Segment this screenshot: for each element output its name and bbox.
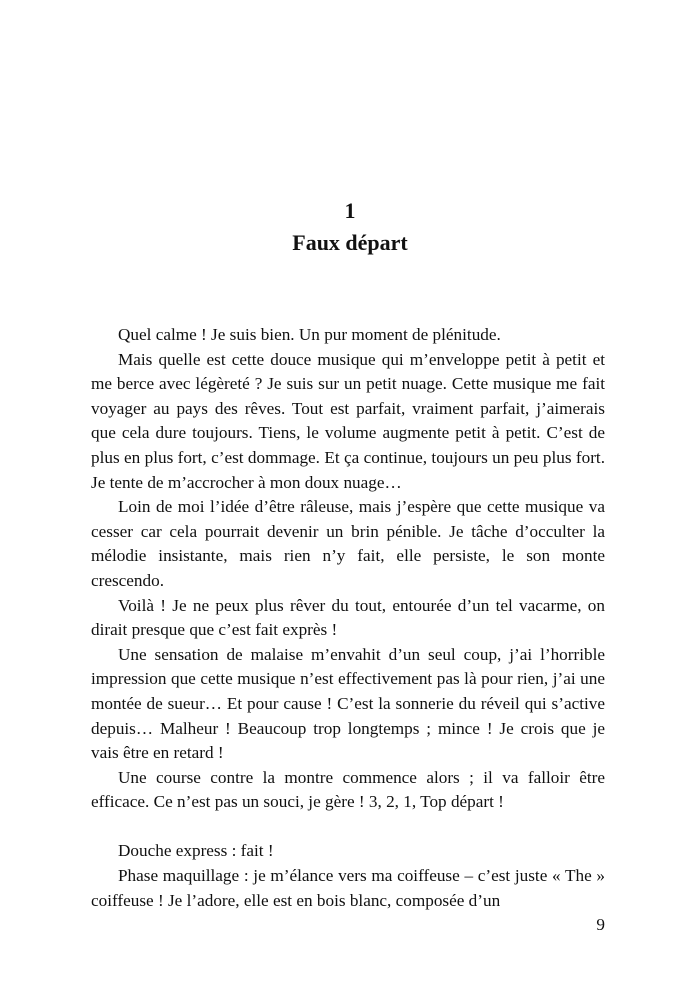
- paragraph: Une sensation de malaise m’envahit d’un seul coup, j’ai l’horrible impression que cette musique n’est effectivement pas là pour rien, j’ai une montée de sueur… Et pour cause ! C’est la sonnerie du réveil qui s’active depuis… Malheur ! Beaucoup trop longtemps ; mince ! Je crois que je vais être en retard !: [91, 644, 605, 763]
- paragraph: Une course contre la montre commence alors ; il va falloir être efficace. Ce n’est pas un souci, je gère ! 3, 2, 1, Top départ !: [91, 767, 605, 812]
- chapter-title: Faux départ: [292, 230, 408, 255]
- page-number: 9: [596, 915, 605, 934]
- paragraph: Quel calme ! Je suis bien. Un pur moment de plénitude.: [118, 325, 501, 344]
- paragraph: Loin de moi l’idée d’être râleuse, mais j’espère que cette musique va cesser car cela pourrait devenir un brin pénible. Je tâche d’occulter la mélodie insistante, mais rien n’y fait, elle persiste, le son monte crescendo.: [91, 497, 605, 590]
- body-text: [91, 323, 605, 913]
- paragraph: Douche express : fait !: [118, 841, 274, 861]
- chapter-number: 1: [344, 198, 356, 223]
- paragraph: Mais quelle est cette douce musique qui m’enveloppe petit à petit et me berce avec légèreté ? Je suis sur un petit nuage. Cette musique me fait voyager au pays des rêves. Tout est parfait, vraiment parfait, j’aimerais que cela dure toujours. Tiens, le volume augmente petit à petit. C’est de plus en plus fort, c’est dommage. Et ça continue, toujours un peu plus fort. Je tente de m’accrocher à mon doux nuage…: [91, 349, 605, 492]
- paragraph: Voilà ! Je ne peux plus rêver du tout, entourée d’un tel vacarme, on dirait presque que c’est fait exprès !: [91, 595, 605, 640]
- paragraph: Phase maquillage : je m’élance vers ma coiffeuse – c’est juste « The » coiffeuse ! Je l’adore, elle est en bois blanc, composée d’un: [91, 866, 605, 910]
